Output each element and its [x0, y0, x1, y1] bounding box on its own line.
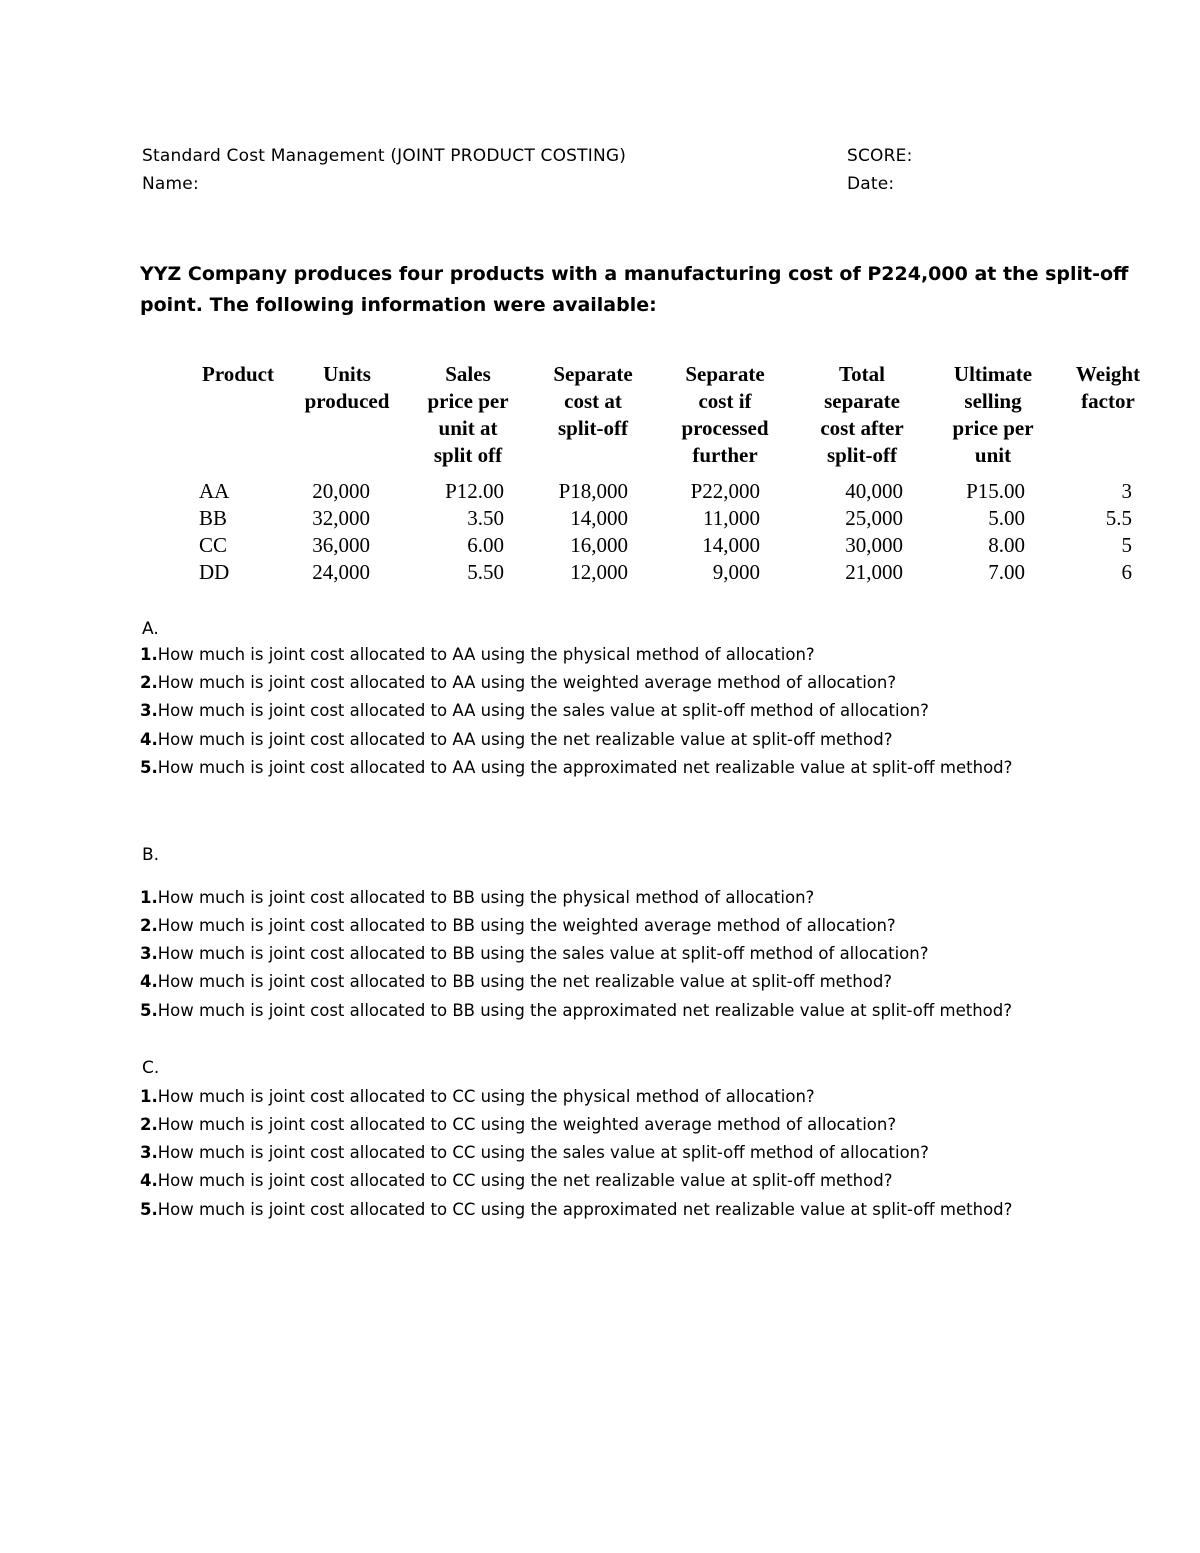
header-line: further [692, 443, 758, 467]
header-line: Weight [1075, 362, 1141, 386]
question-text: How much is joint cost allocated to BB using the physical method of allocation? [157, 888, 815, 907]
question-b-2 [140, 916, 896, 935]
question-number: 3. [140, 1143, 158, 1162]
question-number: 4. [140, 1171, 158, 1190]
cell-total-cost: 40,000 [845, 479, 903, 503]
header-line: processed [681, 416, 769, 440]
question-b-1 [140, 888, 814, 907]
cell-separate-cost: 14,000 [570, 506, 628, 530]
question-text: How much is joint cost allocated to AA using the net realizable value at split-off method? [157, 730, 893, 749]
question-text: How much is joint cost allocated to CC using the sales value at split-off method of allocation? [157, 1143, 929, 1162]
cell-units: 24,000 [312, 560, 370, 584]
cell-further-cost: 11,000 [703, 506, 760, 530]
section-label-c: C. [142, 1058, 160, 1078]
question-b-5 [140, 1001, 1012, 1020]
question-text: How much is joint cost allocated to BB using the weighted average method of allocation? [157, 916, 896, 935]
question-number: 2. [140, 916, 158, 935]
cell-product: AA [199, 479, 230, 503]
cell-weight-factor: 3 [1121, 479, 1132, 503]
question-number: 4. [140, 730, 158, 749]
cell-product: CC [199, 533, 228, 557]
header-line: factor [1081, 389, 1135, 413]
question-a-5 [140, 758, 1012, 777]
question-text: How much is joint cost allocated to AA using the sales value at split-off method of allocation? [157, 701, 929, 720]
score-label: SCORE: [847, 146, 913, 166]
question-a-3 [140, 701, 929, 720]
cell-separate-cost: P18,000 [558, 479, 628, 503]
col-header-weight-factor [1062, 361, 1154, 415]
header-line: price per [427, 389, 509, 413]
question-text: How much is joint cost allocated to AA using the approximated net realizable value at split-off method? [157, 758, 1013, 777]
header-line: split off [433, 443, 503, 467]
question-a-4 [140, 730, 892, 749]
section-label-b: B. [142, 845, 160, 865]
cell-sales-price: P12.00 [445, 479, 504, 503]
header-line: price per [952, 416, 1034, 440]
question-number: 1. [140, 1087, 158, 1106]
cell-units: 32,000 [312, 506, 370, 530]
question-number: 2. [140, 1115, 158, 1134]
cell-total-cost: 25,000 [845, 506, 903, 530]
header-line: separate [824, 389, 900, 413]
cell-total-cost: 30,000 [845, 533, 903, 557]
header-line: Product [202, 362, 274, 386]
intro-line-2: point. The following information were available: [140, 294, 657, 316]
cell-selling-price: 7.00 [988, 560, 1025, 584]
question-a-1 [140, 645, 815, 664]
cell-selling-price: P15.00 [966, 479, 1025, 503]
cell-sales-price: 3.50 [467, 506, 504, 530]
header-line: cost after [820, 416, 904, 440]
question-number: 5. [140, 1200, 158, 1219]
question-text: How much is joint cost allocated to BB using the approximated net realizable value at split-off method? [157, 1001, 1012, 1020]
header-line: Units [323, 362, 371, 386]
col-header-ultimate-selling-price [938, 361, 1048, 469]
date-label: Date: [847, 174, 895, 194]
question-c-4 [140, 1171, 892, 1190]
section-label-a: A. [142, 619, 159, 639]
header-line: unit [974, 443, 1012, 467]
header-line: split-off [558, 416, 628, 440]
header-line: Separate [685, 362, 765, 386]
question-number: 3. [140, 701, 158, 720]
cell-units: 36,000 [312, 533, 370, 557]
intro-line-1: YYZ Company produces four products with a manufacturing cost of P224,000 at the split-off [140, 263, 1129, 285]
cell-further-cost: 14,000 [702, 533, 760, 557]
cell-selling-price: 8.00 [988, 533, 1025, 557]
col-header-product [190, 361, 286, 388]
question-text: How much is joint cost allocated to BB using the sales value at split-off method of allocation? [157, 944, 929, 963]
col-header-total-separate-cost [804, 361, 920, 469]
question-number: 2. [140, 673, 158, 692]
cell-further-cost: 9,000 [712, 560, 760, 584]
question-text: How much is joint cost allocated to AA using the weighted average method of allocation? [157, 673, 897, 692]
col-header-units-produced [292, 361, 402, 415]
question-number: 1. [140, 645, 158, 664]
question-text: How much is joint cost allocated to CC using the net realizable value at split-off method? [157, 1171, 893, 1190]
name-label: Name: [142, 174, 199, 194]
cell-sales-price: 6.00 [467, 533, 504, 557]
question-a-2 [140, 673, 896, 692]
header-line: cost at [564, 389, 622, 413]
question-c-2 [140, 1115, 896, 1134]
cell-total-cost: 21,000 [845, 560, 903, 584]
cell-weight-factor: 6 [1121, 560, 1132, 584]
header-line: cost if [698, 389, 752, 413]
header-line: split-off [827, 443, 897, 467]
question-text: How much is joint cost allocated to CC using the physical method of allocation? [157, 1087, 815, 1106]
col-header-separate-cost-processed [668, 361, 782, 469]
header-line: Sales [445, 362, 491, 386]
question-number: 5. [140, 758, 158, 777]
question-text: How much is joint cost allocated to BB using the net realizable value at split-off method? [157, 972, 893, 991]
header-line: Total [839, 362, 885, 386]
question-c-5 [140, 1200, 1012, 1219]
header-line: selling [964, 389, 1022, 413]
question-c-3 [140, 1143, 929, 1162]
document-title: Standard Cost Management (JOINT PRODUCT COSTING) [142, 146, 627, 166]
question-number: 5. [140, 1001, 158, 1020]
cell-separate-cost: 16,000 [570, 533, 628, 557]
col-header-sales-price [410, 361, 526, 469]
cell-product: DD [199, 560, 230, 584]
cell-separate-cost: 12,000 [570, 560, 628, 584]
cell-product: BB [199, 506, 228, 530]
question-number: 4. [140, 972, 158, 991]
cell-units: 20,000 [312, 479, 370, 503]
cell-sales-price: 5.50 [467, 560, 504, 584]
question-text: How much is joint cost allocated to AA using the physical method of allocation? [157, 645, 815, 664]
question-number: 1. [140, 888, 158, 907]
question-c-1 [140, 1087, 815, 1106]
header-line: Separate [553, 362, 633, 386]
header-line: Ultimate [953, 362, 1033, 386]
question-text: How much is joint cost allocated to CC using the approximated net realizable value at split-off method? [157, 1200, 1013, 1219]
intro-paragraph [140, 259, 1128, 321]
cell-selling-price: 5.00 [988, 506, 1025, 530]
cell-weight-factor: 5.5 [1105, 506, 1132, 530]
question-b-4 [140, 972, 892, 991]
cell-weight-factor: 5 [1121, 533, 1132, 557]
header-line: unit at [438, 416, 498, 440]
question-text: How much is joint cost allocated to CC using the weighted average method of allocation? [157, 1115, 897, 1134]
question-number: 3. [140, 944, 158, 963]
cell-further-cost: P22,000 [690, 479, 760, 503]
col-header-separate-cost-split-off [538, 361, 648, 442]
question-b-3 [140, 944, 929, 963]
header-line: produced [304, 389, 390, 413]
